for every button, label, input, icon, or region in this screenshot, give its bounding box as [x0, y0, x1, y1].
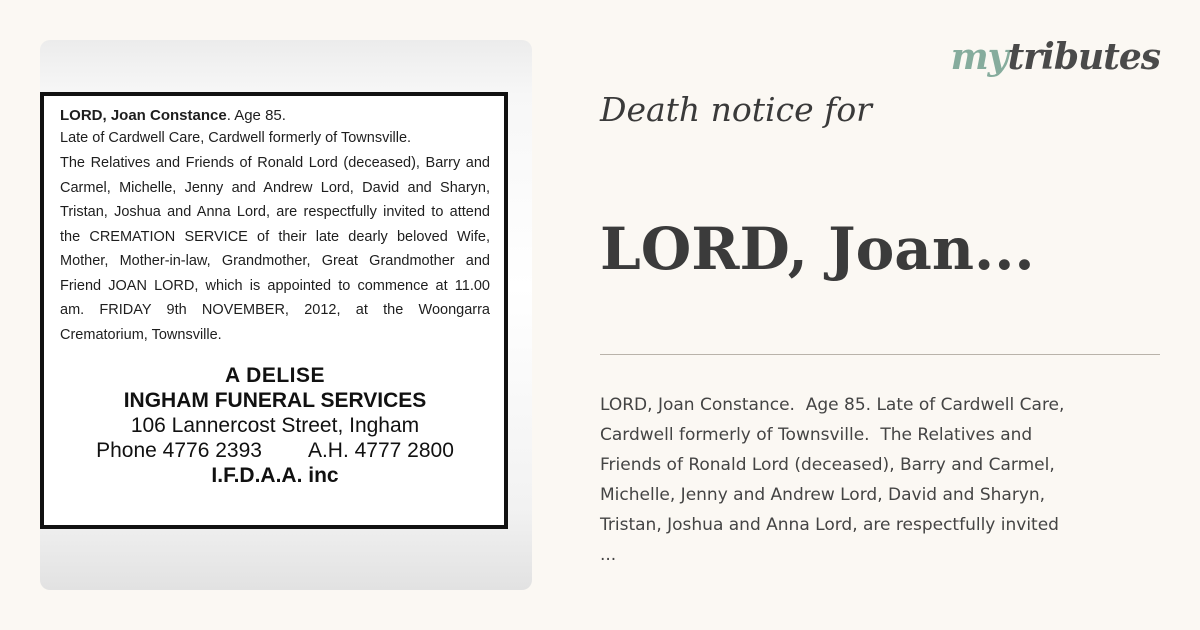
mytributes-logo[interactable]: mytributes: [950, 36, 1160, 78]
funeral-director-name: A DELISE: [224, 364, 326, 387]
death-notice-clipping: [40, 92, 508, 529]
funeral-director-block: [60, 363, 490, 488]
notice-name: LORD, Joan Constance: [60, 107, 227, 124]
notice-body: The Relatives and Friends of Ronald Lord (deceased), Barry and Carmel, Michelle, Jenny and Andrew Lord, David and Sharyn, Tristan, Joshua and Anna Lord, are respectfully invited to attend the CREMATION SERVICE of their late dearly beloved Wife, Mother, Mother-in-law, Grandmother, Great Grandmother and Friend JOAN LORD, which is appointed to commence at 11.00 am. FRIDAY 9th NOVEMBER, 2012, at the Woongarra Crematorium, Townsville.: [60, 155, 490, 343]
excerpt-line: Friends of Ronald Lord (deceased), Barry and Carmel,: [600, 455, 1055, 475]
excerpt-line: Tristan, Joshua and Anna Lord, are respectfully invited: [600, 515, 1059, 535]
funeral-services-name: INGHAM FUNERAL SERVICES: [123, 389, 427, 412]
notice-residence: Late of Cardwell Care, Cardwell formerly of Townsville.: [60, 130, 412, 146]
notice-age: . Age 85.: [226, 107, 286, 124]
funeral-association: I.F.D.A.A. inc: [211, 464, 339, 487]
funeral-phone: Phone 4776 2393: [96, 439, 262, 462]
divider: [600, 354, 1160, 355]
excerpt-line: LORD, Joan Constance. Age 85. Late of Cardwell Care,: [600, 395, 1065, 415]
notice-heading: [60, 105, 490, 127]
funeral-phone-line: [60, 438, 490, 463]
funeral-after-hours: A.H. 4777 2800: [307, 439, 454, 462]
page-subtitle: Death notice for: [600, 90, 872, 129]
notice-excerpt: [600, 390, 1160, 570]
funeral-address: 106 Lannercost Street, Ingham: [130, 414, 420, 437]
excerpt-line: Michelle, Jenny and Andrew Lord, David and Sharyn,: [600, 485, 1046, 505]
excerpt-ellipsis: ...: [600, 545, 617, 565]
deceased-name-title: LORD, Joan...: [600, 215, 1035, 283]
excerpt-line: Cardwell formerly of Townsville. The Relatives and: [600, 425, 1033, 445]
